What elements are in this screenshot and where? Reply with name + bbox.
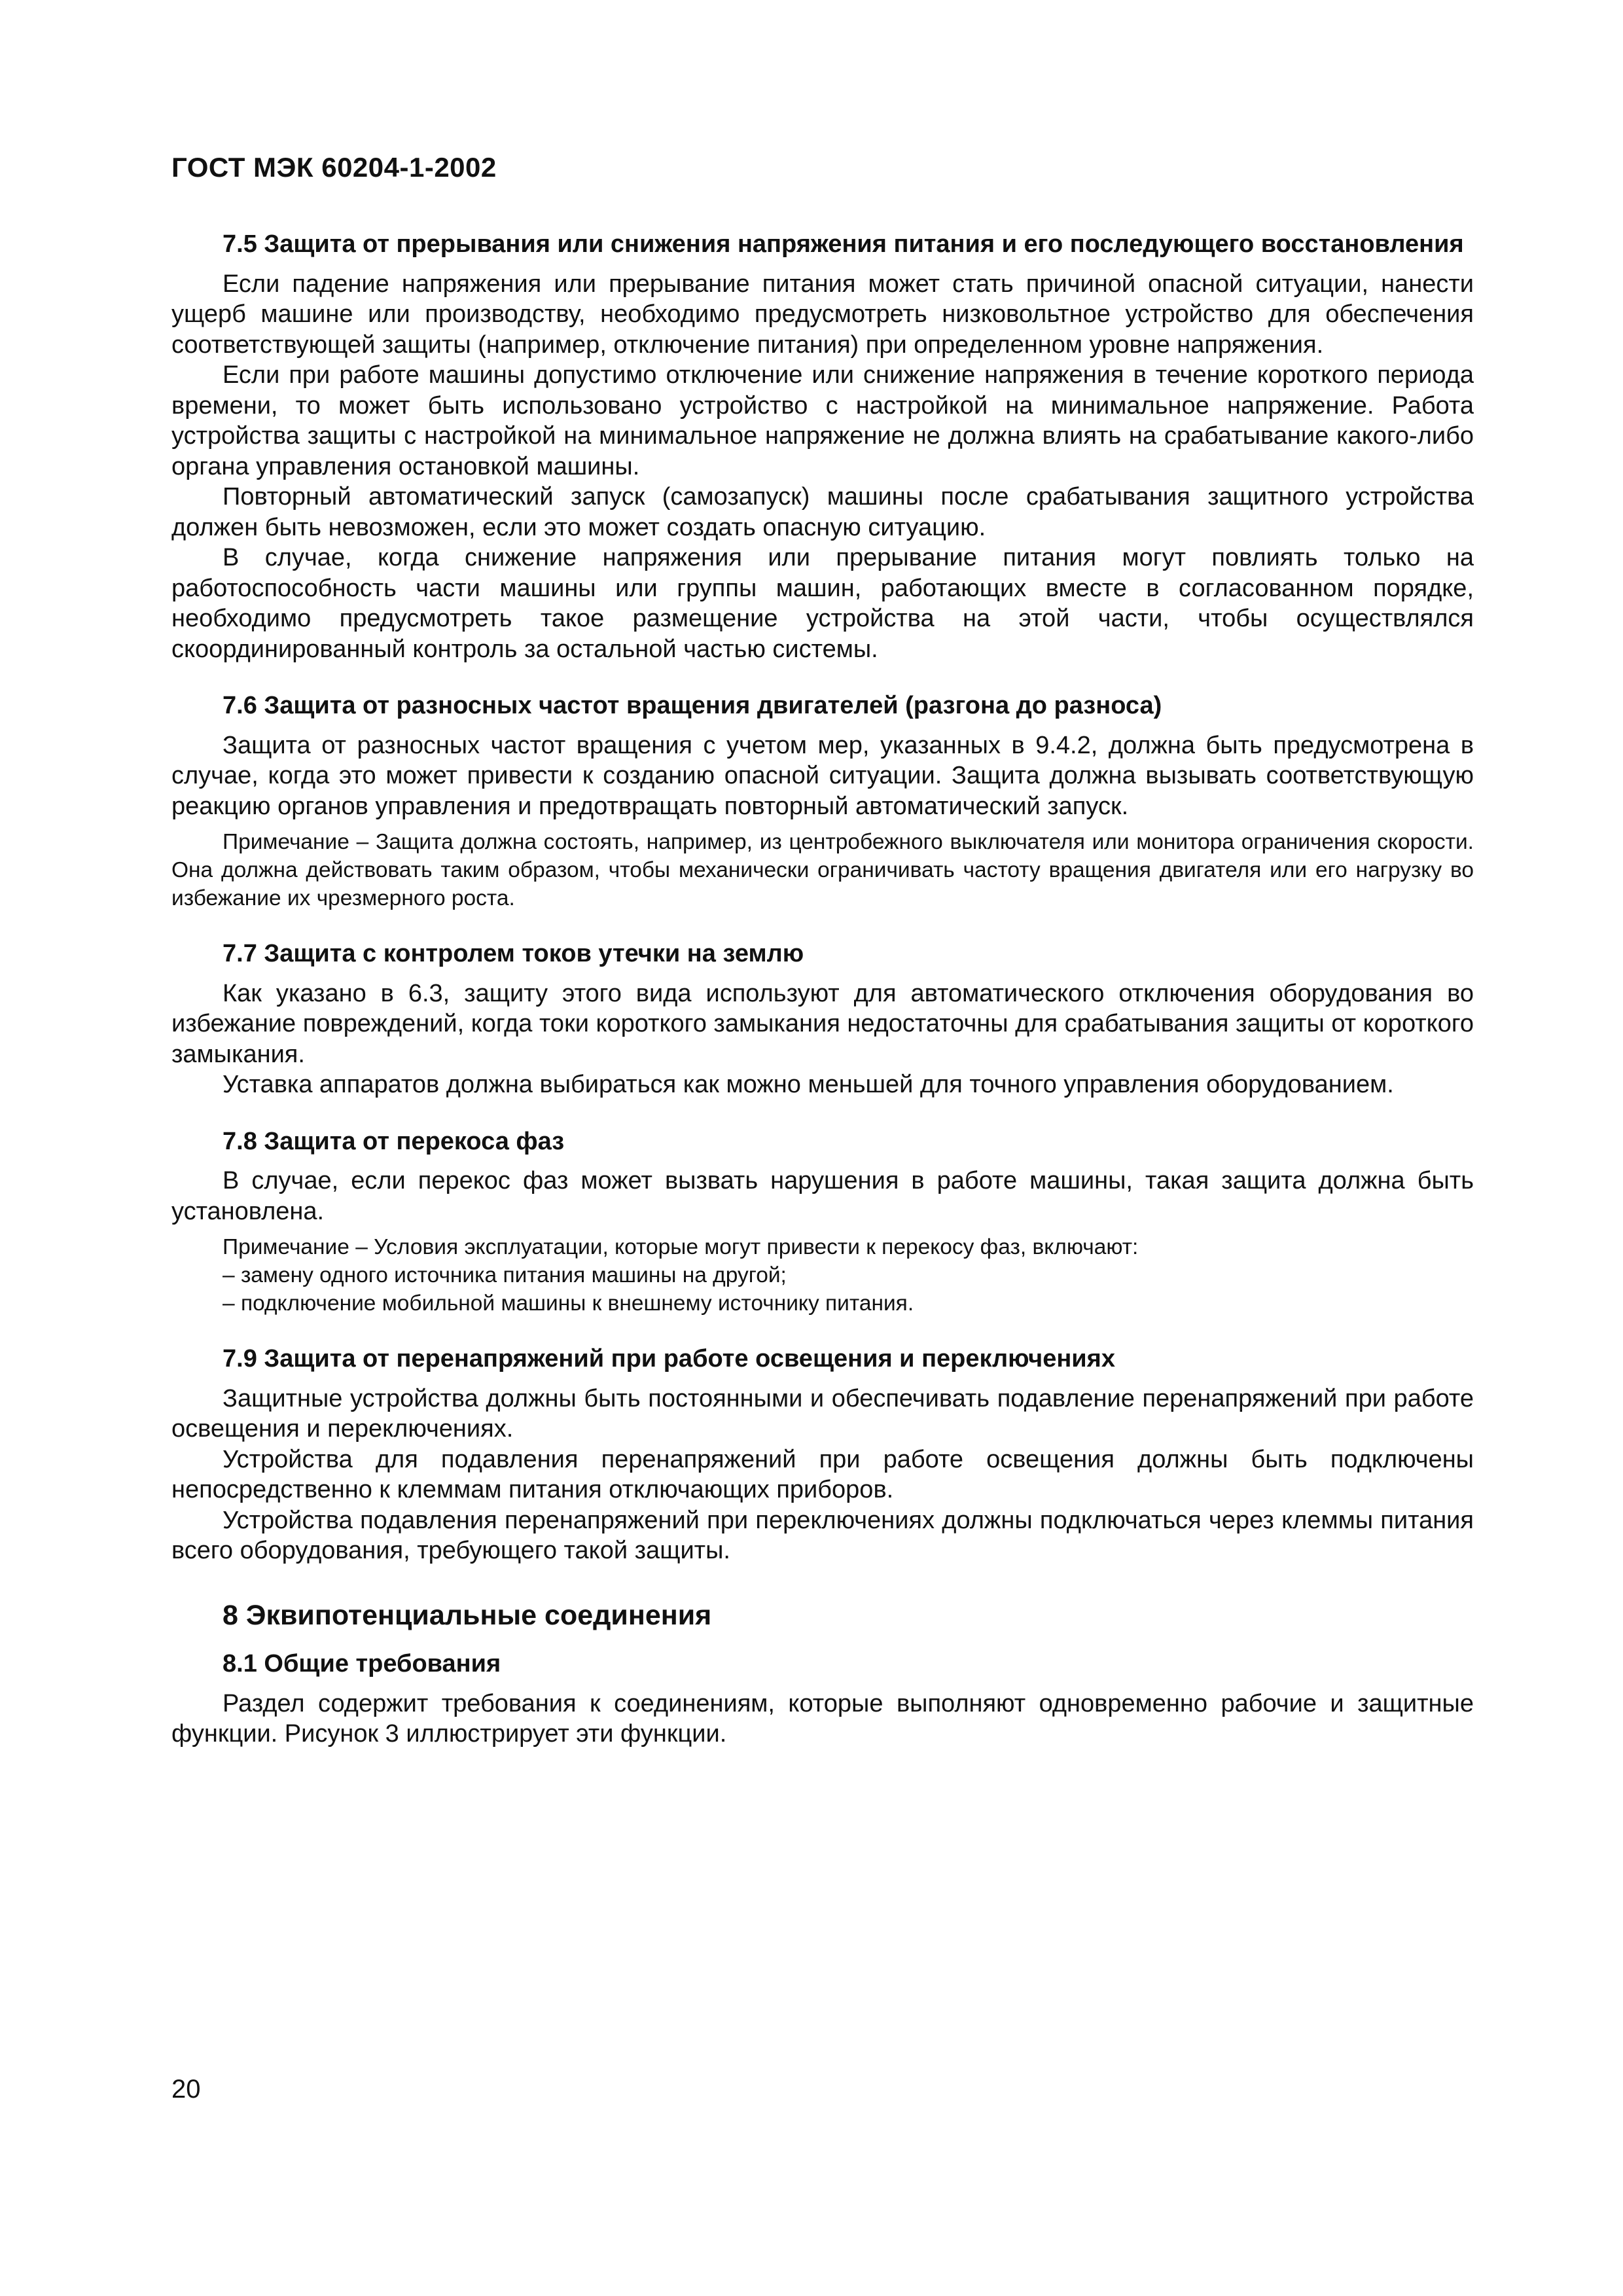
note-line: – замену одного источника питания машины на другой;: [223, 1263, 787, 1287]
section-7-5-title: 7.5 Защита от прерывания или снижения напряжения питания и его последующего восстановления: [223, 230, 1464, 258]
paragraph: Устройства для подавления перенапряжений при работе освещения должны быть подключены непосредственно к клеммам питания отключающих приборов.: [171, 1445, 1474, 1503]
document-body: [171, 229, 1474, 1749]
document-header: ГОСТ МЭК 60204-1-2002: [171, 152, 497, 183]
paragraph: Как указано в 6.3, защиту этого вида используют для автоматического отключения оборудования во избежание повреждений, когда токи короткого замыкания недостаточны для срабатывания защиты от короткого замыкания.: [171, 979, 1474, 1068]
section-7-6-title: 7.6 Защита от разносных частот вращения двигателей (разгона до разноса): [223, 692, 1162, 719]
paragraph: Уставка аппаратов должна выбираться как можно меньшей для точного управления оборудованием.: [223, 1071, 1394, 1098]
note-line: – подключение мобильной машины к внешнему источнику питания.: [223, 1291, 914, 1316]
paragraph: Повторный автоматический запуск (самозапуск) машины после срабатывания защитного устройства должен быть невозможен, если это может создать опасную ситуацию.: [171, 483, 1474, 541]
paragraph: В случае, когда снижение напряжения или прерывание питания могут повлиять только на работоспособность части машины или группы машин, работающих вместе в согласованном порядке, необходимо предусмотреть такое размещение устройства на этой части, чтобы осуществлялся скоординированный контроль за остальной частью системы.: [171, 544, 1474, 663]
paragraph: В случае, если перекос фаз может вызвать нарушения в работе машины, такая защита должна быть установлена.: [171, 1167, 1474, 1225]
section-8-1-title: 8.1 Общие требования: [223, 1650, 501, 1677]
section-7-9-title: 7.9 Защита от перенапряжений при работе освещения и переключениях: [223, 1345, 1115, 1372]
paragraph: Защита от разносных частот вращения с учетом мер, указанных в 9.4.2, должна быть предусмотрена в случае, когда это может привести к созданию опасной ситуации. Защита должна вызывать соответствующую реакцию органов управления и предотвращать повторный автоматический запуск.: [171, 731, 1474, 820]
paragraph: Защитные устройства должны быть постоянными и обеспечивать подавление перенапряжений при работе освещения и переключениях.: [171, 1384, 1474, 1443]
paragraph: Устройства подавления перенапряжений при переключениях должны подключаться через клеммы питания всего оборудования, требующего такой защиты.: [171, 1506, 1474, 1564]
page-number: 20: [171, 2075, 201, 2104]
section-7-7-title: 7.7 Защита с контролем токов утечки на землю: [223, 940, 804, 967]
note-line: Примечание – Условия эксплуатации, которые могут привести к перекосу фаз, включают:: [223, 1235, 1139, 1259]
note: Примечание – Защита должна состоять, например, из центробежного выключателя или монитора ограничения скорости. Она должна действовать таким образом, чтобы механически ограничивать частоту вращения двигателя или его нагрузку во избежание их чрезмерного роста.: [171, 830, 1474, 910]
paragraph: Если при работе машины допустимо отключение или снижение напряжения в течение короткого периода времени, то может быть использовано устройство с настройкой на минимальное напряжение. Работа устройства защиты с настройкой на минимальное напряжение не должна влиять на срабатывание какого-либо органа управления остановкой машины.: [171, 361, 1474, 480]
paragraph: Раздел содержит требования к соединениям, которые выполняют одновременно рабочие и защитные функции. Рисунок 3 иллюстрирует эти функции.: [171, 1689, 1474, 1748]
paragraph: Если падение напряжения или прерывание питания может стать причиной опасной ситуации, нанести ущерб машине или производству, необходимо предусмотреть низковольтное устройство для обеспечения соответствующей защиты (например, отключение питания) при определенном уровне напряжения.: [171, 270, 1474, 359]
note: [171, 1233, 1474, 1318]
section-7-8-title: 7.8 Защита от перекоса фаз: [223, 1127, 565, 1155]
section-8-title: 8 Эквипотенциальные соединения: [223, 1599, 712, 1631]
